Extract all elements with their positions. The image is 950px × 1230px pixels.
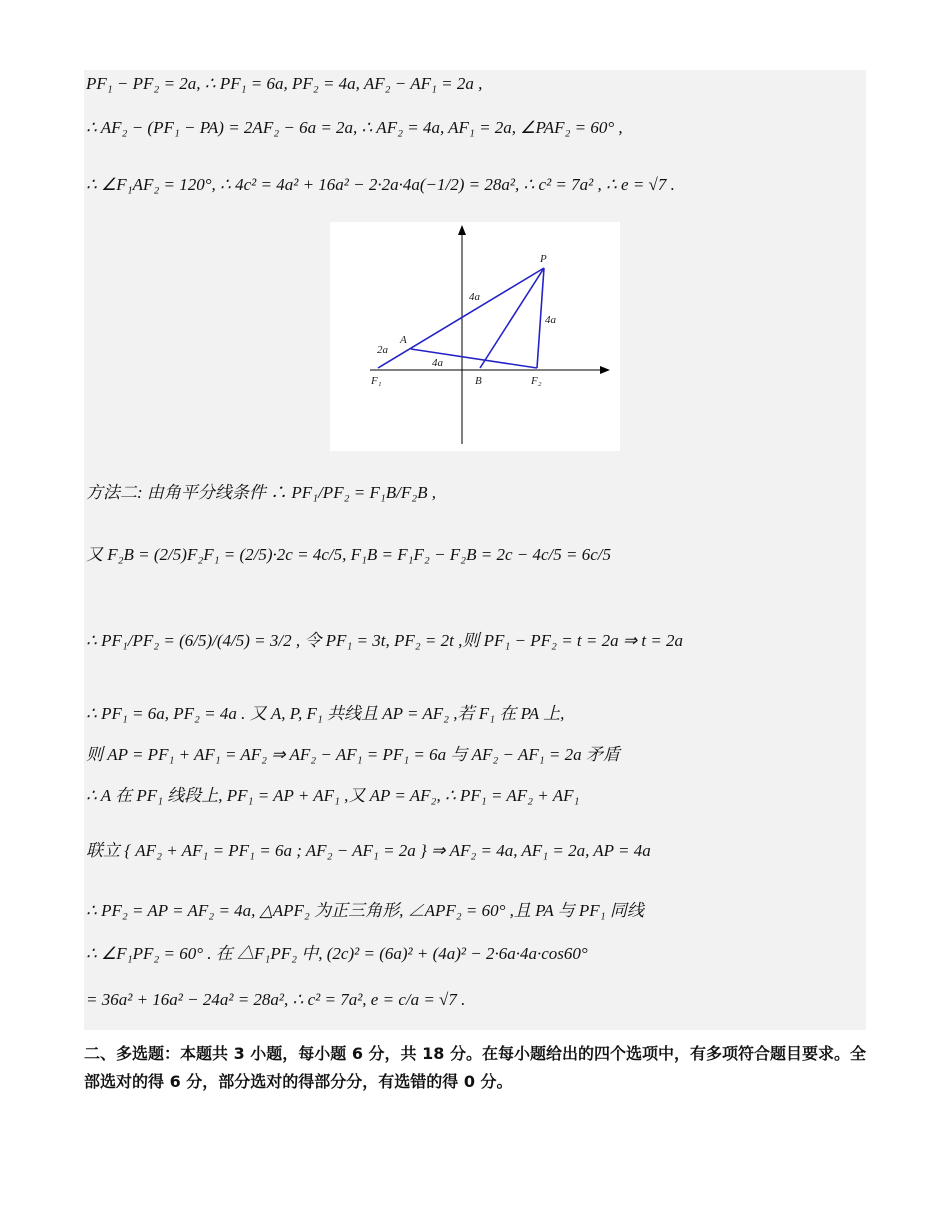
label-PF2-length: 4a (545, 314, 556, 326)
label-B: B (475, 375, 482, 387)
solution-line-13: = 36a² + 16a² − 24a² = 28a², ∴ c² = 7a², e = c/a = √7 . (86, 990, 466, 1009)
geometry-figure (330, 222, 620, 451)
label-P: P (540, 253, 547, 265)
solution-line-9: ∴ A 在 PF₁ 线段上, PF₁ = AP + AF₁ ,又 AP = AF₂, ∴ PF₁ = AF₂ + AF₁ (86, 786, 580, 805)
solution-line-8: 则 AP = PF₁ + AF₁ = AF₂ ⇒ AF₂ − AF₁ = PF₁ = 6a 与 AF₂ − AF₁ = 2a 矛盾 (86, 745, 620, 764)
solution-line-2: ∴ AF₂ − (PF₁ − PA) = 2AF₂ − 6a = 2a, ∴ AF₂ = 4a, AF₁ = 2a, ∠PAF₂ = 60° , (86, 118, 623, 137)
solution-line-11: ∴ PF₂ = AP = AF₂ = 4a, △APF₂ 为正三角形, ∠APF₂ = 60° ,且 PA 与 PF₁ 同线 (86, 901, 644, 920)
section-heading: 二、多选题：本题共 3 小题，每小题 6 分，共 18 分。在每小题给出的四个选项中，有多项符合题目要求。全部选对的得 6 分，部分选对的得部分分，有选错的得 0 分。 (84, 1044, 866, 1091)
label-F1: F₁ (371, 375, 382, 387)
label-F2: F₂ (531, 375, 542, 387)
label-AP-length: 4a (469, 291, 480, 303)
solution-line-10: 联立 { AF₂ + AF₁ = PF₁ = 6a ; AF₂ − AF₁ = 2a } ⇒ AF₂ = 4a, AF₁ = 2a, AP = 4a (86, 841, 651, 860)
segment-P-B (480, 268, 544, 368)
solution-line-12: ∴ ∠F₁PF₂ = 60° . 在 △F₁PF₂ 中, (2c)² = (6a)² + (4a)² − 2·6a·4a·cos60° (86, 944, 588, 963)
solution-line-1: PF₁ − PF₂ = 2a, ∴ PF₁ = 6a, PF₂ = 4a, AF₂ − AF₁ = 2a , (86, 74, 483, 93)
segment-P-F2 (537, 268, 544, 368)
solution-line-3: ∴ ∠F₁AF₂ = 120°, ∴ 4c² = 4a² + 16a² − 2·2a·4a(−1/2) = 28a², ∴ c² = 7a² , ∴ e = √7 . (86, 175, 675, 194)
segment-A-F2 (411, 349, 537, 368)
x-axis-arrow-icon (600, 366, 610, 374)
label-A: A (400, 334, 407, 346)
label-AB-length: 4a (432, 357, 443, 369)
solution-line-6: ∴ PF₁/PF₂ = (6/5)/(4/5) = 3/2 , 令 PF₁ = 3t, PF₂ = 2t ,则 PF₁ − PF₂ = t = 2a ⇒ t = 2a (86, 631, 684, 650)
y-axis-arrow-icon (458, 225, 466, 235)
label-AF1-length: 2a (377, 344, 388, 356)
hyperbola-diagram (330, 222, 620, 451)
solution-line-7: ∴ PF₁ = 6a, PF₂ = 4a . 又 A, P, F₁ 共线且 AP = AF₂ ,若 F₁ 在 PA 上, (86, 704, 565, 723)
segment-F1-P (378, 268, 544, 368)
solution-line-4: 方法二: 由角平分线条件 ∴ PF₁/PF₂ = F₁B/F₂B , (86, 483, 437, 502)
solution-line-5: 又 F₂B = (2/5)F₂F₁ = (2/5)·2c = 4c/5, F₁B = F₁F₂ − F₂B = 2c − 4c/5 = 6c/5 (86, 545, 611, 564)
